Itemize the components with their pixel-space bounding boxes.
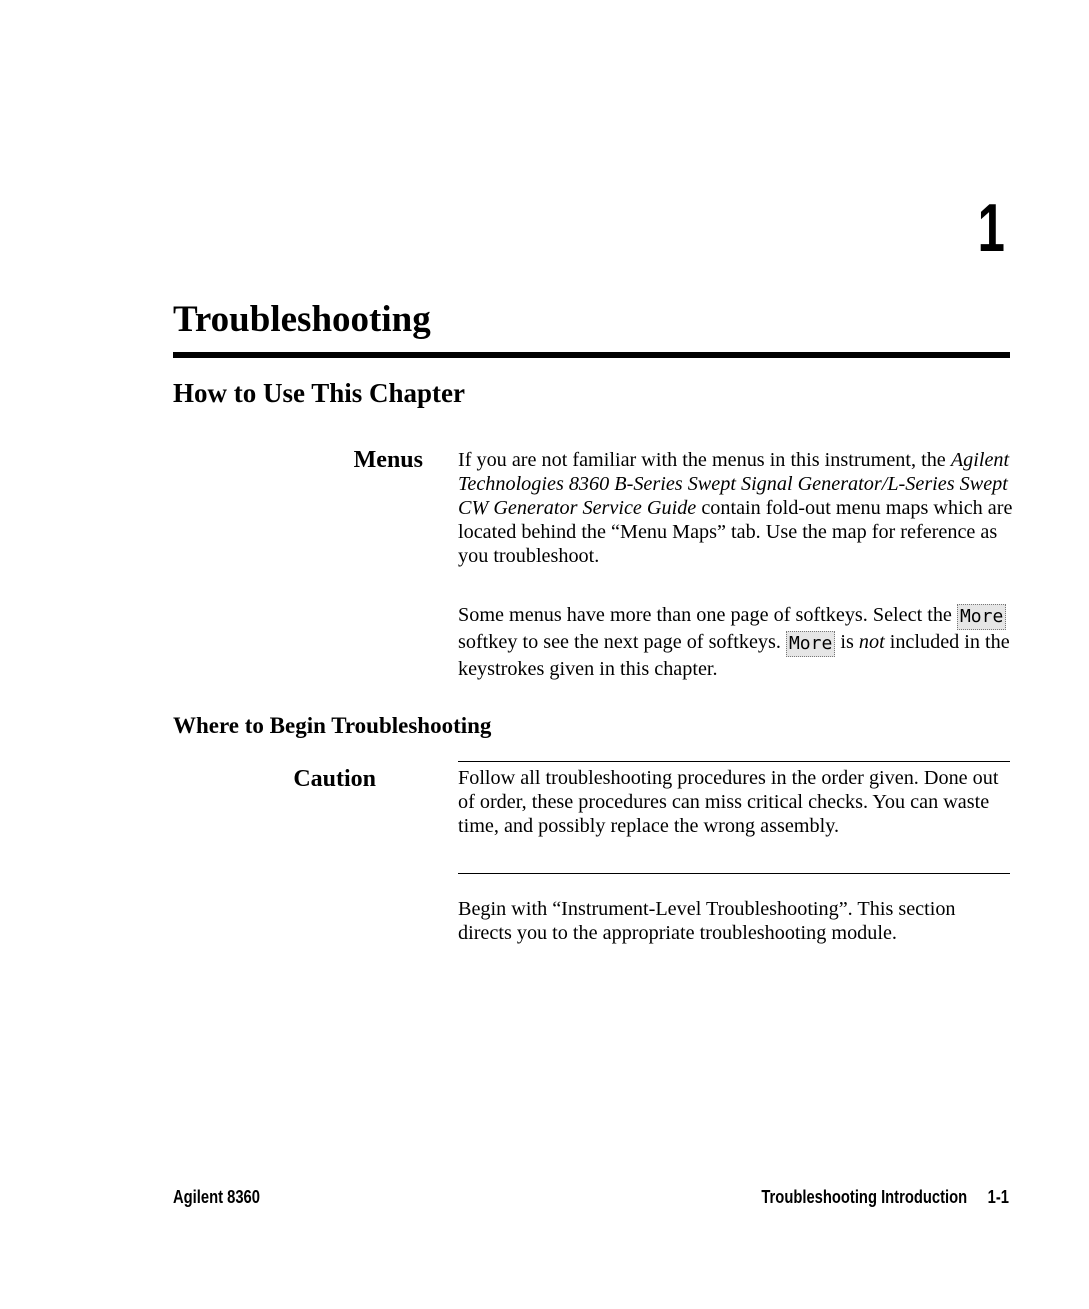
menus-p1-tail: contain fold-out menu maps which are located behind the “Menu Maps” tab. Use the map for reference as you troubleshoot. — [458, 497, 1013, 567]
caution-paragraph: Follow all troubleshooting procedures in the order given. Done out of order, these procedures can miss critical checks. You can waste time, and possibly replace the wrong assembly. — [458, 767, 999, 837]
footer-page-number: 1-1 — [987, 1187, 1009, 1207]
caution-bottom-rule — [458, 873, 1010, 874]
guide-title: Agilent Technologies 8360 B-Series Swept Signal Generator/L-Series Swept CW Generator Service Guide — [458, 449, 1010, 519]
chapter-number: 1 — [977, 190, 1005, 266]
footer-section: Troubleshooting Introduction — [761, 1187, 968, 1207]
subsection-heading: Where to Begin Troubleshooting — [173, 713, 492, 738]
begin-paragraph: Begin with “Instrument-Level Troubleshooting”. This section directs you to the appropriate troubleshooting module. — [458, 898, 956, 944]
chapter-title: Troubleshooting — [173, 299, 431, 340]
footer-section-page — [761, 1185, 1009, 1209]
caution-label: Caution — [293, 766, 376, 792]
menus-paragraph-2 — [458, 603, 1014, 681]
section-heading: How to Use This Chapter — [173, 378, 466, 408]
title-rule — [173, 352, 1010, 358]
begin-text — [458, 897, 1014, 945]
more-softkey-2: More — [786, 631, 835, 657]
menus-p2-part4: included in the keystrokes given in this chapter. — [458, 631, 1010, 680]
caution-top-rule — [458, 761, 1010, 762]
footer-product: Agilent 8360 — [173, 1187, 260, 1207]
menus-p1-lead: If you are not familiar with the menus in this instrument, the — [458, 449, 946, 471]
menus-p2-part3: is — [840, 631, 854, 653]
caution-text — [458, 766, 1014, 838]
menus-paragraph-1 — [458, 448, 1014, 568]
more-softkey: More — [957, 604, 1006, 630]
menus-label: Menus — [353, 447, 423, 473]
menus-p2-part1: Some menus have more than one page of softkeys. Select the — [458, 604, 952, 626]
emphasis-not: not — [858, 631, 885, 653]
menus-p2-part2: softkey to see the next page of softkeys. — [458, 631, 781, 653]
